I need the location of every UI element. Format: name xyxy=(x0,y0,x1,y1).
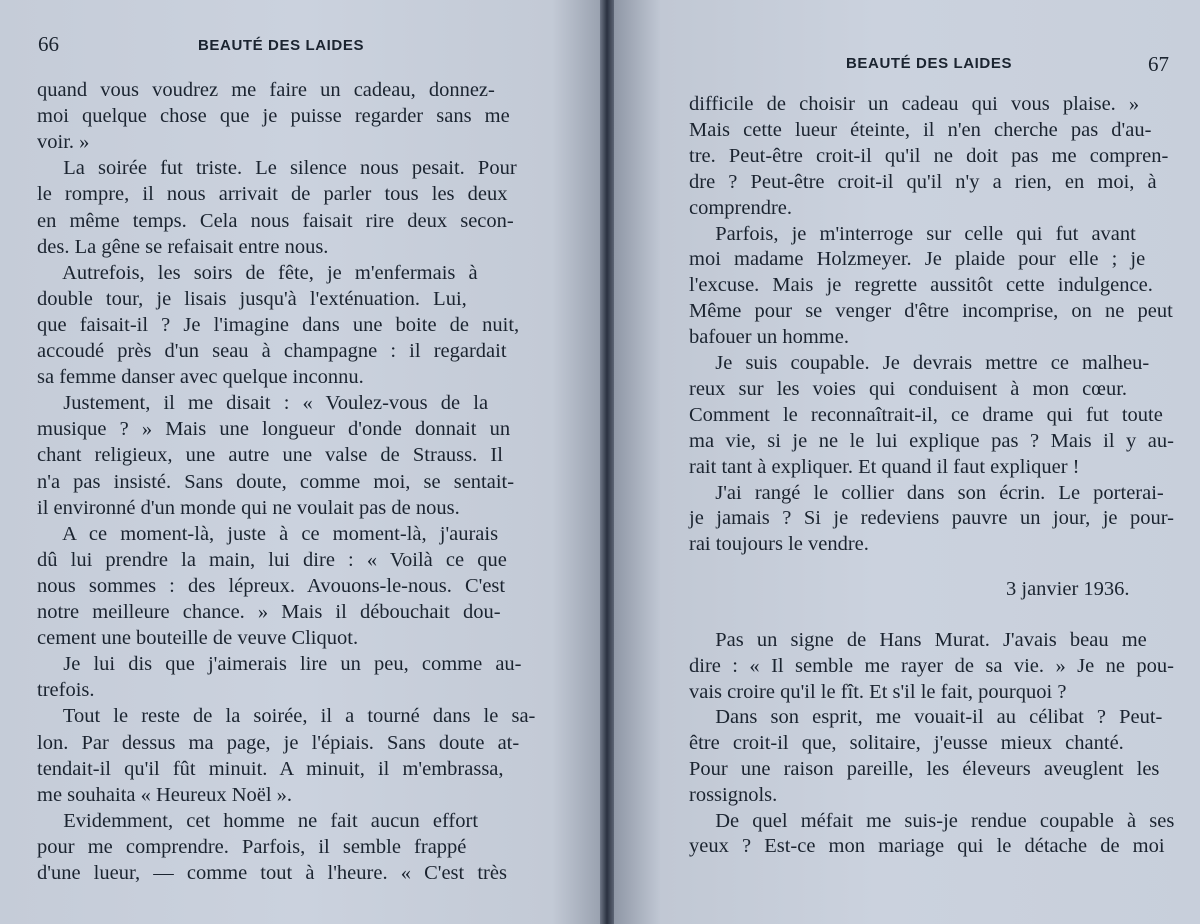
text-line: que faisait-il ? Je l'imagine dans une boite de nuit, xyxy=(37,313,520,336)
text-line: dre ? Peut-être croit-il qu'il n'y a rien, en moi, à xyxy=(689,170,1157,193)
text-line: dû lui prendre la main, lui dire : « Voilà ce que xyxy=(37,548,507,571)
text-line: moi quelque chose que je puisse regarder sans me xyxy=(37,105,510,128)
text-line: trefois. xyxy=(37,679,95,702)
text-line: vais croire qu'il le fît. Et s'il le fait, pourquoi ? xyxy=(689,680,1067,703)
diary-date: 3 janvier 1936. xyxy=(1006,578,1130,600)
text-line: Evidemment, cet homme ne fait aucun effort xyxy=(37,809,479,832)
text-line: rait tant à expliquer. Et quand il faut expliquer ! xyxy=(689,455,1080,478)
text-line: ma vie, si je ne le lui explique pas ? Mais il y au- xyxy=(689,429,1174,452)
text-line: voir. » xyxy=(37,131,90,154)
text-line: le rompre, il nous arrivait de parler tous les deux xyxy=(37,183,508,206)
text-line: je jamais ? Si je redeviens pauvre un jour, je pour- xyxy=(689,507,1174,530)
text-line: difficile de choisir un cadeau qui vous plaise. » xyxy=(689,93,1140,115)
text-line: il environné d'un monde qui ne voulait pas de nous. xyxy=(37,496,460,519)
text-line: sa femme danser avec quelque inconnu. xyxy=(37,366,364,389)
text-line: rossignols. xyxy=(689,783,778,806)
text-line: double tour, je lisais jusqu'à l'exténuation. Lui, xyxy=(37,287,467,310)
text-line: me souhaita « Heureux Noël ». xyxy=(37,783,293,806)
text-line: tre. Peut-être croit-il qu'il ne doit pas me compren- xyxy=(689,144,1169,167)
text-line: pour me comprendre. Parfois, il semble frappé xyxy=(37,835,467,858)
text-line: Tout le reste de la soirée, il a tourné dans le sa- xyxy=(37,705,536,728)
text-line: musique ? » Mais une longueur d'onde donnait un xyxy=(37,418,511,441)
text-line: être croit-il que, solitaire, j'eusse mieux chanté. xyxy=(689,732,1124,755)
text-line: J'ai rangé le collier dans son écrin. Le porterai- xyxy=(689,481,1164,504)
text-line: cement une bouteille de veuve Cliquot. xyxy=(37,627,359,650)
book-gutter xyxy=(600,0,614,924)
text-line: Même pour se venger d'être incomprise, on ne peut xyxy=(689,300,1173,323)
text-line: rai toujours le vendre. xyxy=(689,533,869,556)
text-line: Je lui dis que j'aimerais lire un peu, comme au- xyxy=(37,653,522,676)
text-line: quand vous voudrez me faire un cadeau, donnez- xyxy=(37,79,495,101)
right-page-number: 67 xyxy=(1148,52,1169,76)
left-running-head: BEAUTÉ DES LAIDES xyxy=(198,37,365,54)
text-line: nous sommes : des lépreux. Avouons-le-nous. C'est xyxy=(37,574,506,597)
text-line: Pas un signe de Hans Murat. J'avais beau me xyxy=(689,629,1147,651)
text-line: La soirée fut triste. Le silence nous pesait. Pour xyxy=(37,157,517,180)
text-line: Je suis coupable. Je devrais mettre ce malheu- xyxy=(689,352,1150,374)
text-line: Autrefois, les soirs de fête, je m'enfermais à xyxy=(37,261,478,284)
left-page-number: 66 xyxy=(38,32,59,56)
text-line: tendait-il qu'il fût minuit. A minuit, il m'embrassa, xyxy=(37,757,504,780)
text-line: bafouer un homme. xyxy=(689,326,849,349)
right-running-head: BEAUTÉ DES LAIDES xyxy=(846,55,1013,72)
text-line: en même temps. Cela nous faisait rire deux secon- xyxy=(37,209,514,232)
text-line: l'excuse. Mais je regrette aussitôt cette indulgence. xyxy=(689,274,1153,297)
text-line: A ce moment-là, juste à ce moment-là, j'aurais xyxy=(37,522,499,545)
text-line: Comment le reconnaîtrait-il, ce drame qui fut toute xyxy=(689,403,1163,426)
text-line: comprendre. xyxy=(689,196,793,219)
text-line: chant religieux, une autre une valse de Strauss. Il xyxy=(37,444,503,467)
text-line: accoudé près d'un seau à champagne : il regardait xyxy=(37,340,507,362)
text-line: n'a pas insisté. Sans doute, comme moi, se sentait- xyxy=(37,470,515,493)
text-line: moi madame Holzmeyer. Je plaide pour elle ; je xyxy=(689,248,1146,271)
text-line: lon. Par dessus ma page, je l'épiais. Sans doute at- xyxy=(37,731,520,754)
text-line: De quel méfait me suis-je rendue coupable à ses xyxy=(689,809,1175,832)
text-line: Justement, il me disait : « Voulez-vous de la xyxy=(37,392,489,415)
right-page xyxy=(614,0,1200,924)
text-line: dire : « Il semble me rayer de sa vie. » Je ne pou- xyxy=(689,654,1174,677)
text-line: reux sur les voies qui conduisent à mon cœur. xyxy=(689,377,1128,400)
text-line: d'une lueur, — comme tout à l'heure. « C'est très xyxy=(37,862,507,884)
text-line: Dans son esprit, me vouait-il au célibat ? Peut- xyxy=(689,706,1163,729)
text-line: des. La gêne se refaisait entre nous. xyxy=(37,235,329,258)
text-line: notre meilleure chance. » Mais il débouchait dou- xyxy=(37,601,501,623)
text-line: yeux ? Est-ce mon mariage qui le détache de moi xyxy=(689,835,1165,858)
text-line: Parfois, je m'interroge sur celle qui fut avant xyxy=(689,222,1136,245)
text-line: Mais cette lueur éteinte, il n'en cherche pas d'au- xyxy=(689,118,1152,141)
text-line: Pour une raison pareille, les éleveurs aveuglent les xyxy=(689,758,1160,780)
